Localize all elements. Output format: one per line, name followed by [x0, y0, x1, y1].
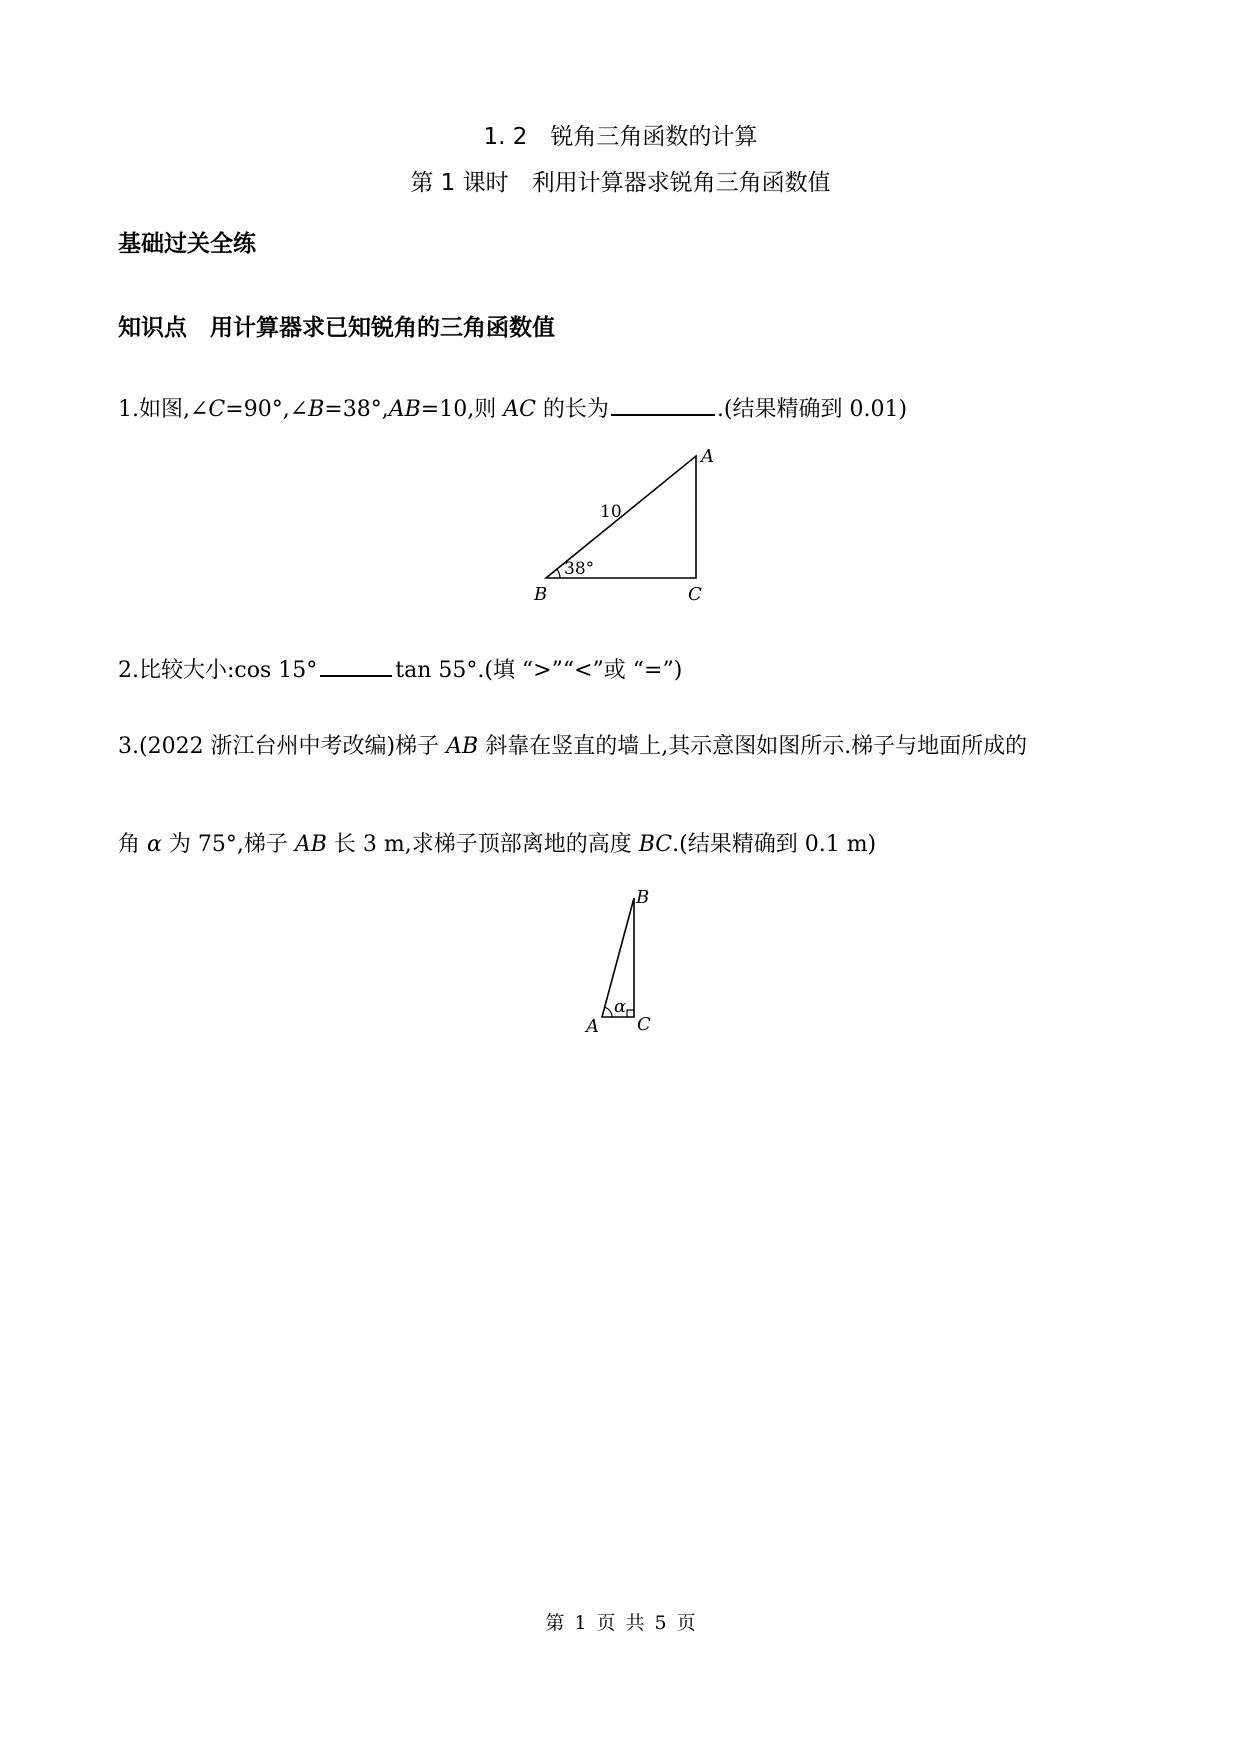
angle-alpha: α: [147, 832, 162, 857]
vertex-a-label: A: [586, 1016, 599, 1037]
page-title: 1. 2 锐角三角函数的计算: [483, 124, 758, 150]
question-3-text: 斜靠在竖直的墙上,其示意图如图所示.梯子与地面所成的: [478, 734, 1028, 759]
figure-right-triangle-abc: [520, 440, 740, 610]
question-1-text: =90°,: [225, 397, 290, 422]
question-1: [118, 394, 907, 425]
question-3-text: 长 3 m,求梯子顶部离地的高度: [326, 832, 639, 857]
section-heading-knowledge-point: 知识点 用计算器求已知锐角的三角函数值: [118, 315, 555, 341]
page-number-footer: 第 1 页 共 5 页: [545, 1612, 696, 1634]
answer-blank-1[interactable]: [611, 394, 715, 416]
vertex-c-label: C: [637, 1014, 651, 1035]
segment-bc: BC: [638, 832, 673, 857]
question-1-text: .(结果精确到 0.01): [716, 397, 908, 422]
page-subtitle: 第 1 课时 利用计算器求锐角三角函数值: [410, 170, 831, 196]
right-angle-mark: [627, 1010, 634, 1017]
question-1-text: 1.如图,: [118, 397, 190, 422]
angle-c: ∠C: [189, 397, 226, 422]
side-ab-length: 10: [600, 502, 622, 522]
angle-alpha-label: α: [614, 996, 627, 1017]
question-2-text: 2.比较大小:cos 15°: [118, 658, 318, 683]
question-3-text: 3.(2022 浙江台州中考改编)梯子: [118, 734, 447, 759]
question-3-line-2: [118, 830, 876, 860]
vertex-c-label: C: [688, 584, 702, 605]
vertex-b-label: B: [636, 887, 650, 908]
segment-ab: AB: [446, 734, 479, 759]
segment-ab: AB: [294, 832, 327, 857]
question-1-text: =10,则: [420, 397, 504, 422]
segment-ab: AB: [388, 397, 421, 422]
vertex-a-label: A: [701, 446, 714, 467]
angle-alpha-arc: [605, 1007, 612, 1017]
question-2-text: tan 55°.(填 “>”“<”或 “=”): [395, 658, 683, 683]
question-1-text: 的长为: [535, 397, 609, 422]
figure-ladder-triangle: [570, 880, 680, 1040]
question-3-text: 角: [118, 832, 147, 857]
answer-blank-2[interactable]: [320, 655, 392, 677]
question-2: [118, 655, 682, 686]
angle-b-arc: [557, 569, 560, 578]
question-1-text: =38°,: [324, 397, 389, 422]
section-heading-practice: 基础过关全练: [118, 231, 256, 257]
question-3-line-1: [118, 732, 1027, 762]
angle-b: ∠B: [289, 397, 325, 422]
segment-ac: AC: [503, 397, 536, 422]
angle-b-measure: 38°: [564, 559, 595, 579]
question-3-text: 为 75°,梯子: [161, 832, 295, 857]
question-3-text: .(结果精确到 0.1 m): [672, 832, 877, 857]
vertex-b-label: B: [534, 584, 548, 605]
